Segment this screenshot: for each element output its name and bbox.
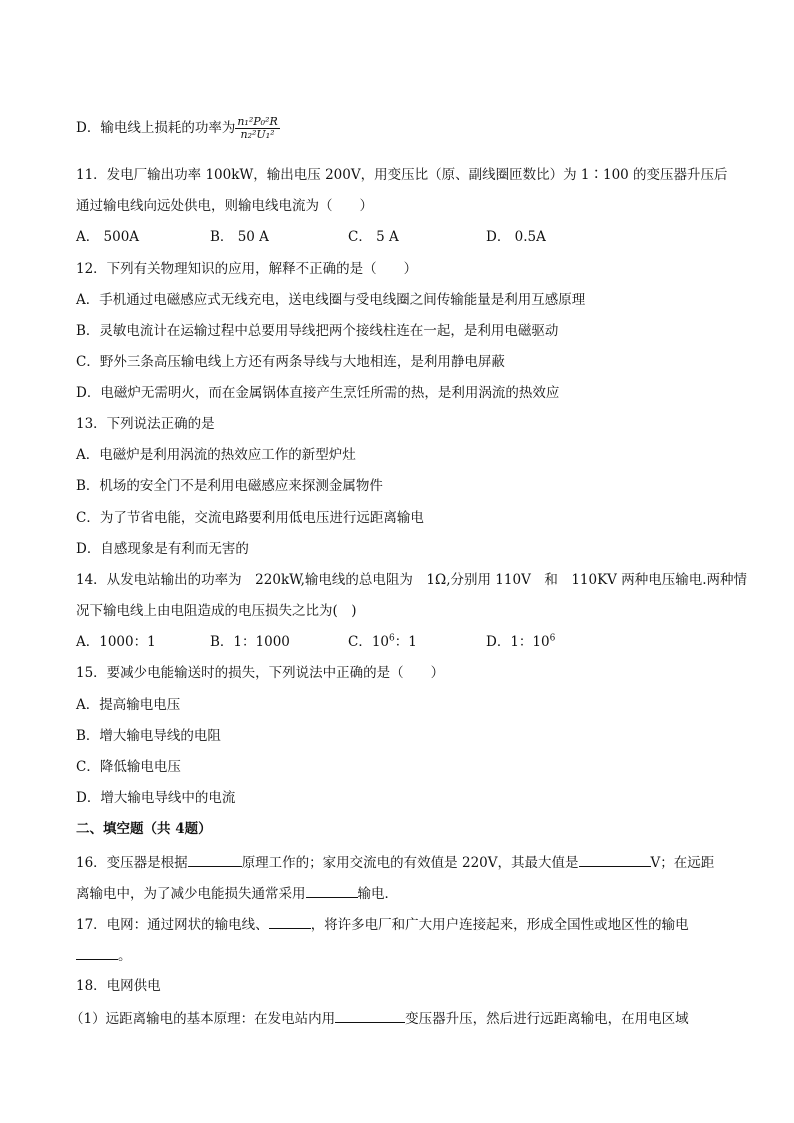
q14-stem-line2: 况下输电线上由电阻造成的电压损失之比为( ) <box>76 603 357 619</box>
q14-option-c-exponent: 6 <box>389 633 395 644</box>
q13-stem: 13．下列说法正确的是 <box>76 416 215 432</box>
q16-text-2: 原理工作的；家用交流电的有效值是 220V，其最大值是 <box>241 855 579 871</box>
q11-option-d: D． 0.5A <box>486 229 546 245</box>
q12-option-b: B．灵敏电流计在运输过程中总要用导线把两个接线柱连在一起，是利用电磁驱动 <box>76 323 559 339</box>
q13-option-a: A．电磁炉是利用涡流的热效应工作的新型炉灶 <box>76 447 356 463</box>
q14-option-c-base: C．10 <box>348 634 390 650</box>
q14-option-c <box>348 633 417 651</box>
q14-option-a: A．1000：1 <box>76 634 156 650</box>
q16-blank-3[interactable] <box>306 883 358 898</box>
q15-option-b: B．增大输电导线的电阻 <box>76 728 221 744</box>
q14-option-c-tail: ：1 <box>394 634 417 650</box>
q11-option-a: A． 500A <box>76 229 140 245</box>
q15-stem: 15．要减少电能输送时的损失，下列说法中正确的是（ ） <box>76 665 445 681</box>
q16-blank-2[interactable] <box>579 852 651 867</box>
fraction-denominator: n₂²U₁² <box>240 128 275 141</box>
q16-line1 <box>76 852 714 872</box>
q17-blank-1[interactable] <box>269 914 311 929</box>
q12-option-a: A．手机通过电磁感应式无线充电，送电线圈与受电线圈之间传输能量是利用互感原理 <box>76 292 586 308</box>
q13-option-c: C．为了节省电能，交流电路要利用低电压进行远距离输电 <box>76 510 424 526</box>
q11-stem-line1: 11．发电厂输出功率 100kW，输出电压 200V，用变压比（原、副线圈匝数比）为 1∶100 的变压器升压后 <box>76 167 728 183</box>
q12-stem: 12．下列有关物理知识的应用，解释不正确的是（ ） <box>76 261 418 277</box>
q11-option-c: C． 5 A <box>348 229 399 245</box>
q17-text-3: 。 <box>118 948 132 964</box>
q14-option-d-base: D．1：10 <box>486 634 550 650</box>
q18-blank-1[interactable] <box>335 1008 405 1023</box>
q16-text-5: 输电． <box>357 886 398 902</box>
q15-option-a: A．提高输电电压 <box>76 697 181 713</box>
q12-option-c: C．野外三条高压输电线上方还有两条导线与大地相连，是利用静电屏蔽 <box>76 354 505 370</box>
q13-option-b: B．机场的安全门不是利用电磁感应来探测金属物件 <box>76 478 383 494</box>
q13-option-d: D．自感现象是有利而无害的 <box>76 541 249 557</box>
q14-option-b: B．1：1000 <box>210 634 290 650</box>
q17-text-1: 17．电网：通过网状的输电线、 <box>76 917 269 933</box>
q15-option-d: D．增大输电导线中的电流 <box>76 790 236 806</box>
q14-option-d <box>486 633 555 651</box>
q17-line2 <box>76 945 132 965</box>
q16-line2 <box>76 883 398 903</box>
q18-text-1: （1）远距离输电的基本原理：在发电站内用 <box>70 1011 336 1027</box>
q16-text-3: V；在远距 <box>650 855 715 871</box>
q18-text-2: 变压器升压，然后进行远距离输电，在用电区域 <box>405 1011 689 1027</box>
q11-stem-line2: 通过输电线向远处供电，则输电线电流为（ ） <box>76 198 373 214</box>
fraction-numerator: n₁²P₀²R <box>237 115 278 128</box>
q15-option-c: C．降低输电电压 <box>76 759 181 775</box>
q14-option-d-exponent: 6 <box>549 633 556 644</box>
q14-stem-line1: 14．从发电站输出的功率为 220kW,输电线的总电阻为 1Ω,分别用 110V 和 110KV 两种电压输电.两种情 <box>76 572 747 588</box>
q16-text-1: 16．变压器是根据 <box>76 855 188 871</box>
q18-sub1-line <box>70 1008 689 1028</box>
q17-line1 <box>76 914 689 934</box>
q17-blank-2[interactable] <box>76 945 118 960</box>
q18-title: 18．电网供电 <box>76 978 161 994</box>
q11-option-b: B． 50 A <box>210 229 269 245</box>
q17-text-2: ，将许多电厂和广大用户连接起来，形成全国性或地区性的输电 <box>310 917 689 933</box>
q12-option-d: D．电磁炉无需明火，而在金属锅体直接产生烹饪所需的热，是利用涡流的热效应 <box>76 385 560 401</box>
q10-option-d <box>76 116 280 141</box>
q16-blank-1[interactable] <box>188 852 242 867</box>
power-loss-fraction <box>235 116 279 141</box>
q16-text-4: 离输电中，为了减少电能损失通常采用 <box>76 886 306 902</box>
section-title-fill-in: 二、填空题（共 4题） <box>76 821 212 837</box>
q10-option-d-text: D．输电线上损耗的功率为 <box>76 120 236 136</box>
